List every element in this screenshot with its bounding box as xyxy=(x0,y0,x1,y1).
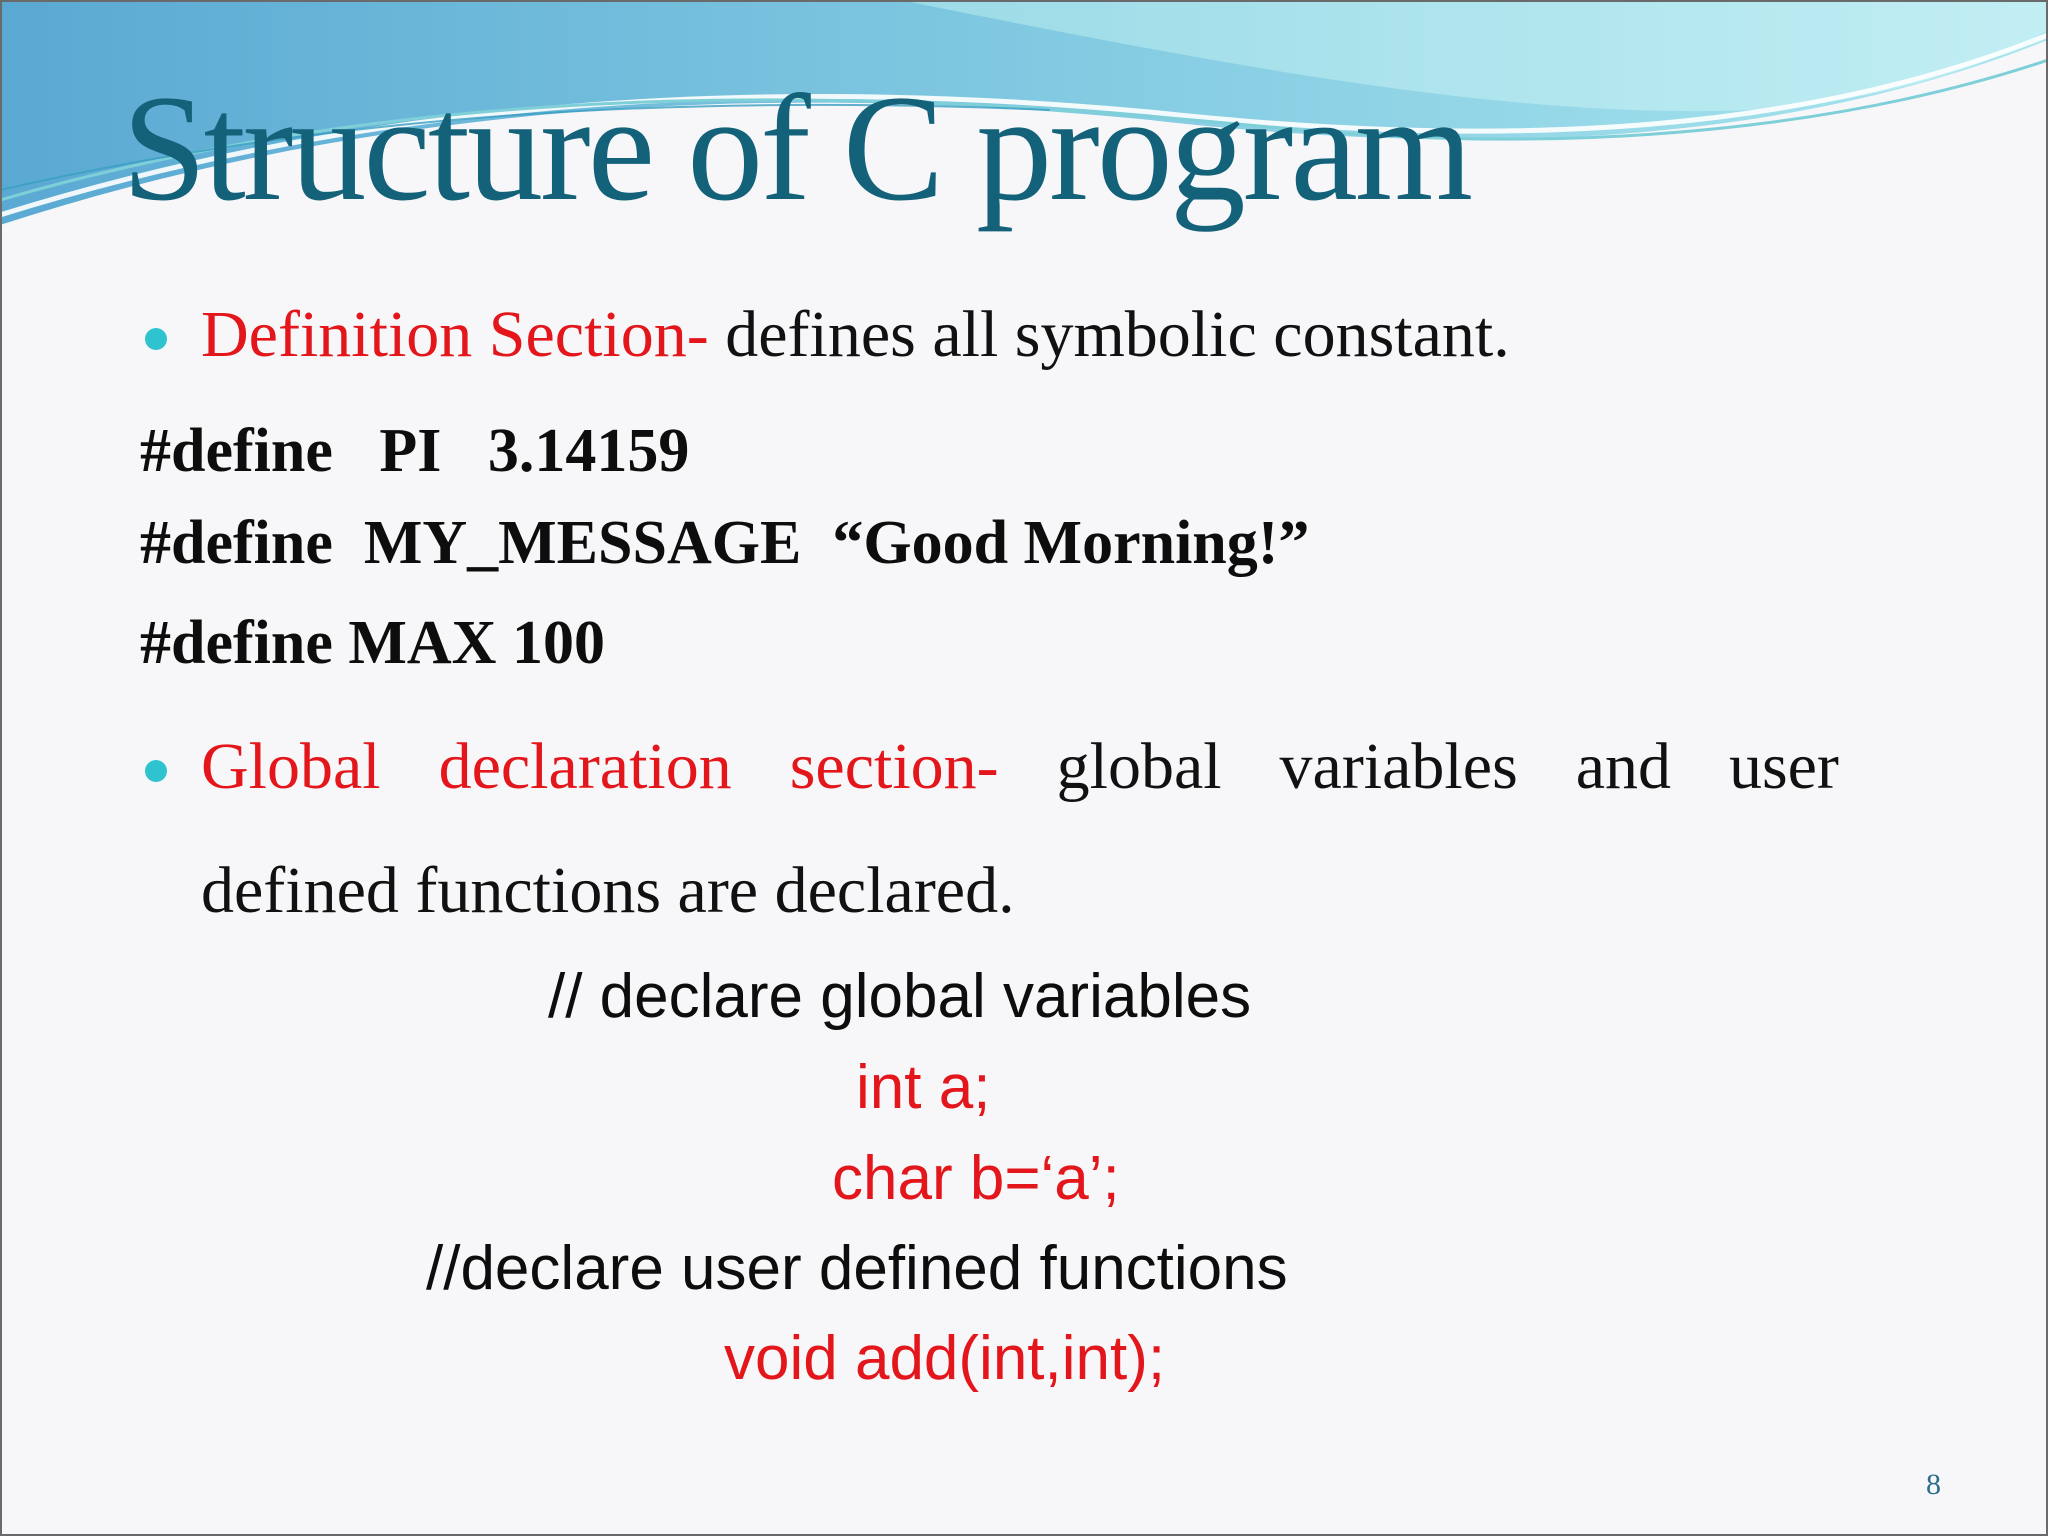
global-description-word: user xyxy=(1728,730,1839,803)
global-label-word: section- xyxy=(789,730,999,803)
code-char-declaration: char b=‘a’; xyxy=(832,1144,1120,1213)
bullet-dot-icon xyxy=(145,328,167,350)
code-comment-user-functions: //declare user defined functions xyxy=(426,1234,1288,1303)
global-label-word: declaration xyxy=(438,730,732,803)
global-description-word: global xyxy=(1056,730,1222,803)
global-description-word: variables xyxy=(1279,730,1518,803)
code-function-prototype: void add(int,int); xyxy=(724,1324,1166,1393)
global-declaration-bullet xyxy=(145,730,1845,934)
global-bullet-first-line xyxy=(201,730,1839,803)
definition-section-bullet xyxy=(145,298,1845,382)
definition-section-description: defines all symbolic constant. xyxy=(708,298,1510,371)
definition-bullet-text xyxy=(201,298,1510,371)
global-label-word: Global xyxy=(201,730,381,803)
code-int-declaration: int a; xyxy=(856,1053,991,1122)
bullet-dot-icon xyxy=(145,760,167,782)
global-description-word: and xyxy=(1575,730,1671,803)
define-line: #define MY_MESSAGE “Good Morning!” xyxy=(140,509,1310,577)
code-comment-global-variables: // declare global variables xyxy=(548,962,1252,1031)
page-number: 8 xyxy=(1926,1468,1941,1501)
global-bullet-continuation: defined functions are declared. xyxy=(201,854,1015,927)
define-line: #define MAX 100 xyxy=(140,609,605,677)
definition-section-label: Definition Section- xyxy=(201,298,709,371)
define-line: #define PI 3.14159 xyxy=(140,417,690,485)
slide-title: Structure of C program xyxy=(122,64,1471,232)
